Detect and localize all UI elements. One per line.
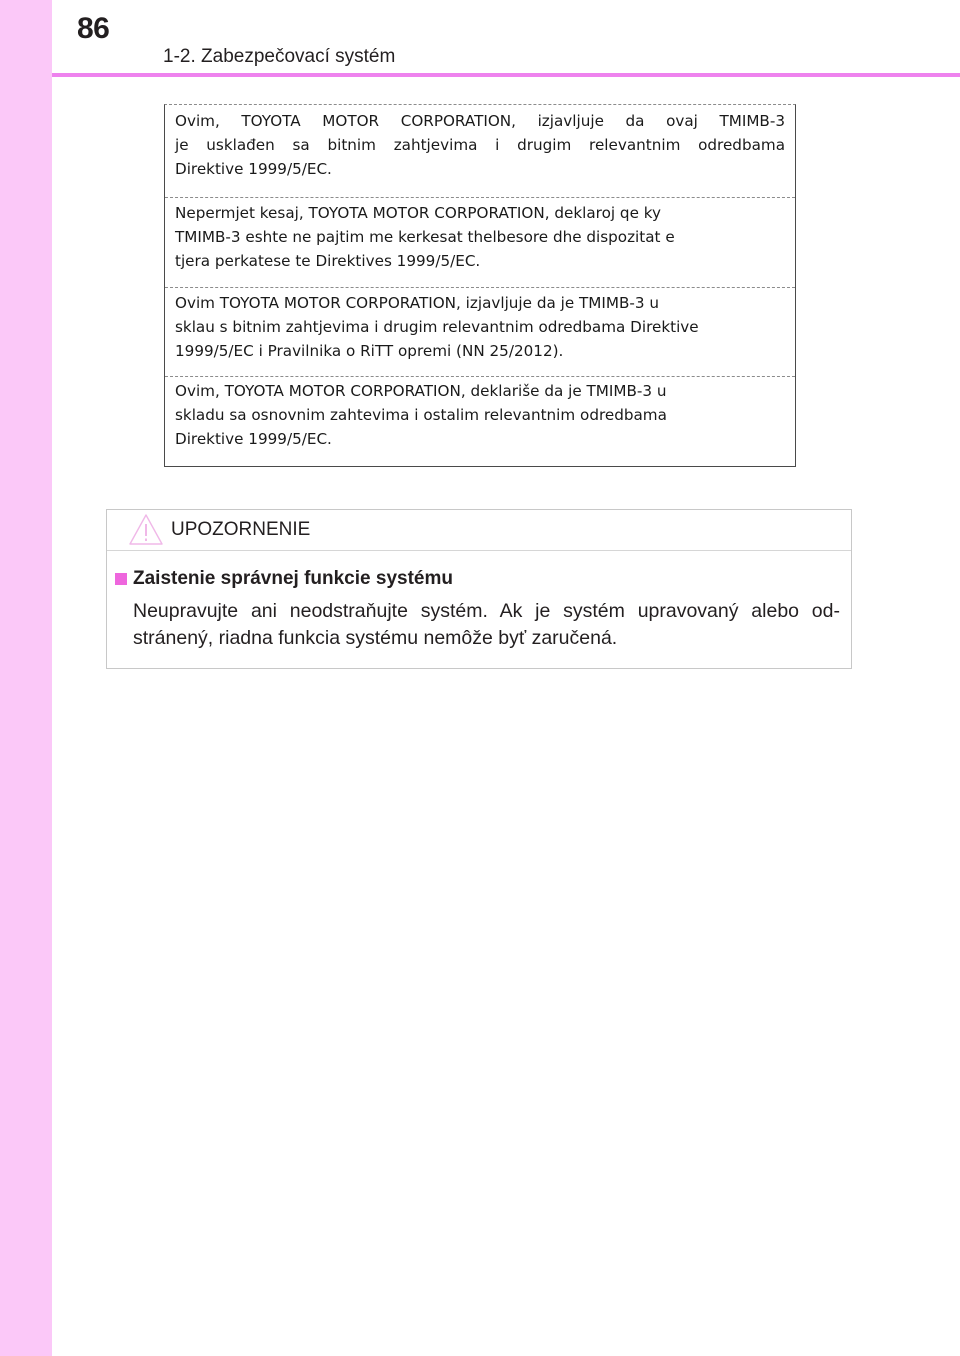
declaration-line: Ovim TOYOTA MOTOR CORPORATION, izjavljuje da je TMIMB-3 u: [175, 294, 659, 312]
declaration-line: skladu sa osnovnim zahtevima i ostalim relevantnim odredbama: [175, 406, 667, 424]
declaration-line: 1999/5/EC i Pravilnika o RiTT opremi (NN 25/2012).: [175, 342, 564, 360]
declaration-albanian: [165, 201, 795, 273]
declaration-line: TMIMB-3 eshte ne pajtim me kerkesat thelbesore dhe dispozitat e: [175, 228, 675, 246]
page-number: 86: [77, 12, 110, 45]
declaration-line: Ovim, TOYOTA MOTOR CORPORATION, deklariše da je TMIMB-3 u: [175, 382, 667, 400]
caution-subtitle: Zaistenie správnej funkcie systému: [133, 568, 453, 589]
declaration-line: Ovim, TOYOTA MOTOR CORPORATION, izjavljuje da ovaj TMIMB-3: [175, 112, 785, 130]
caution-box: [106, 509, 852, 669]
declaration-bosnian: [165, 109, 795, 181]
caution-title: UPOZORNENIE: [171, 519, 311, 540]
caution-text: [133, 598, 840, 652]
declaration-divider: [165, 376, 795, 377]
left-margin-band: [0, 0, 52, 1356]
declaration-divider: [165, 197, 795, 198]
declaration-croatian: [165, 291, 795, 363]
caution-text-line: Neupravujte ani neodstraňujte systém. Ak je systém upravovaný alebo od-: [133, 600, 840, 622]
declaration-line: Nepermjet kesaj, TOYOTA MOTOR CORPORATION, deklaroj qe ky: [175, 204, 661, 222]
bullet-square-icon: [115, 573, 127, 585]
declaration-line: tjera perkatese te Direktives 1999/5/EC.: [175, 252, 481, 270]
declaration-line: sklau s bitnim zahtjevima i drugim relevantnim odredbama Direktive: [175, 318, 699, 336]
section-title: 1-2. Zabezpečovací systém: [163, 46, 396, 67]
warning-triangle-icon: [128, 513, 164, 547]
caution-header: [107, 510, 851, 551]
declaration-line: Direktive 1999/5/EC.: [175, 160, 332, 178]
declaration-box: [164, 104, 796, 467]
header-rule: [52, 73, 960, 77]
declaration-line: je usklađen sa bitnim zahtjevima i drugim relevantnim odredbama: [175, 136, 785, 154]
page-header: [0, 0, 960, 76]
declaration-line: Direktive 1999/5/EC.: [175, 430, 332, 448]
caution-text-line: stránený, riadna funkcia systému nemôže byť zaručená.: [133, 627, 618, 649]
declaration-divider: [165, 287, 795, 288]
declaration-serbian: [165, 379, 795, 451]
